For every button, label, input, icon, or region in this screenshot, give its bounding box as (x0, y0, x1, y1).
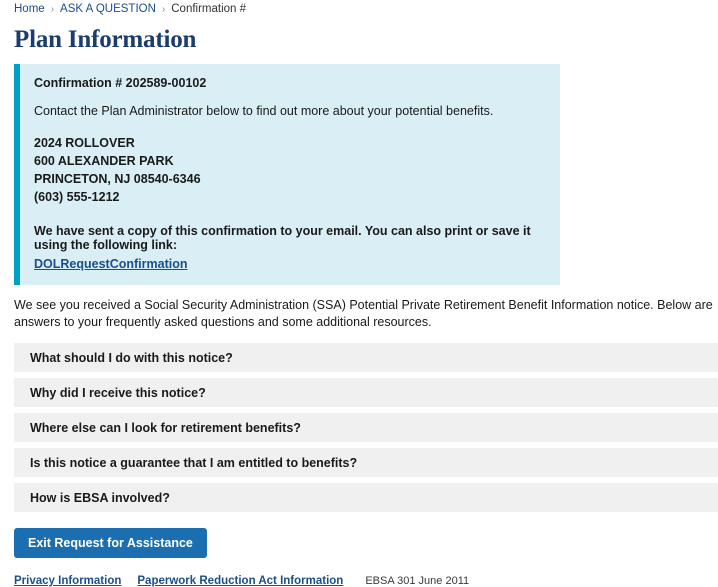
accordion-item-is-this-a-guarantee[interactable] (14, 448, 718, 478)
exit-request-for-assistance-button[interactable]: Exit Request for Assistance (14, 528, 207, 558)
paperwork-reduction-act-link[interactable]: Paperwork Reduction Act Information (137, 575, 344, 587)
email-confirmation-note: We have sent a copy of this confirmation to your email. You can also print or save it using the following link: (34, 224, 531, 252)
accordion-item-where-else-can-i-look[interactable] (14, 413, 718, 443)
faq-accordion (14, 343, 718, 513)
address-line-1: 2024 ROLLOVER (34, 136, 135, 150)
privacy-information-link[interactable]: Privacy Information (14, 575, 122, 587)
address-line-2: 600 ALEXANDER PARK (34, 154, 174, 168)
dol-request-confirmation-link[interactable]: DOLRequestConfirmation (34, 257, 188, 271)
address-phone: (603) 555-1212 (34, 190, 120, 204)
accordion-item-label: How is EBSA involved? (30, 490, 170, 505)
intro-paragraph: We see you received a Social Security Administration (SSA) Potential Private Retirement Benefit Information notice. Below are answers to your frequently asked questions and some additional resources. (14, 298, 713, 329)
accordion-item-what-should-i-do[interactable] (14, 343, 718, 373)
accordion-item-label: Where else can I look for retirement benefits? (30, 420, 301, 435)
accordion-item-how-is-ebsa-involved[interactable] (14, 483, 718, 513)
contact-instruction: Contact the Plan Administrator below to find out more about your potential benefits. (34, 104, 494, 118)
breadcrumb-separator-icon: › (50, 3, 55, 15)
breadcrumb (14, 0, 718, 17)
button-row (14, 528, 718, 558)
accordion-item-label: What should I do with this notice? (30, 350, 233, 365)
plan-information-panel (14, 64, 560, 285)
breadcrumb-item-ask-a-question[interactable]: ASK A QUESTION (60, 3, 156, 15)
accordion-item-label: Is this notice a guarantee that I am entitled to benefits? (30, 455, 358, 470)
plan-administrator-address (34, 134, 546, 206)
breadcrumb-separator-icon: › (161, 3, 166, 15)
ebsa-form-note: EBSA 301 June 2011 (365, 575, 470, 587)
footer (14, 575, 718, 587)
confirmation-number: Confirmation # 202589-00102 (34, 76, 207, 90)
address-line-3: PRINCETON, NJ 08540-6346 (34, 172, 201, 186)
breadcrumb-item-confirmation: Confirmation # (171, 3, 247, 15)
accordion-item-label: Why did I receive this notice? (30, 385, 206, 400)
page-title: Plan Information (14, 26, 197, 53)
breadcrumb-item-home[interactable]: Home (14, 3, 45, 15)
accordion-item-why-did-i-receive[interactable] (14, 378, 718, 408)
